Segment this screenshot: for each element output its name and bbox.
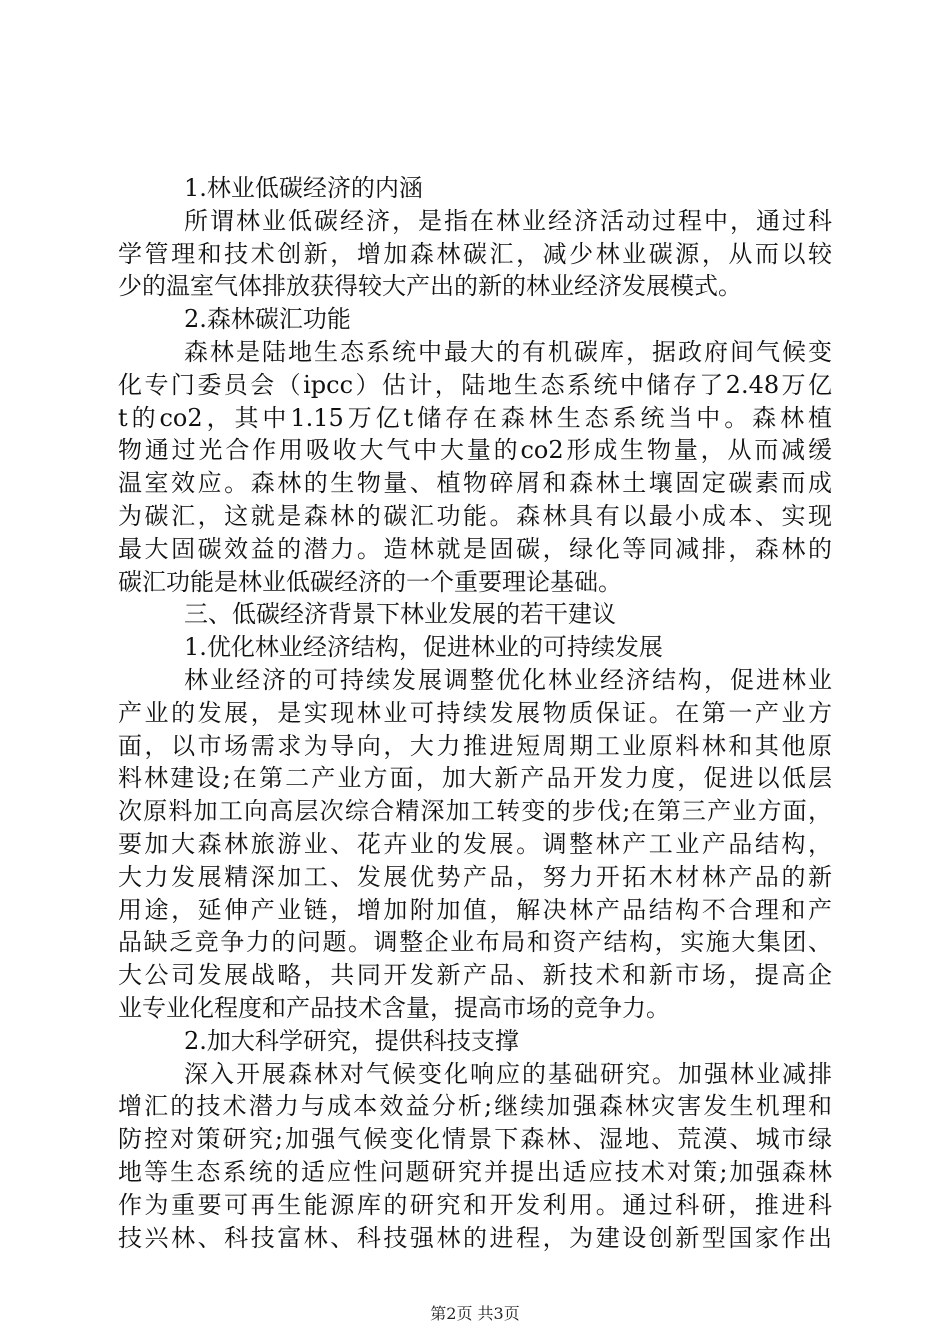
paragraph-line: 料林建设;在第二产业方面，加大新产品开发力度，促进以低层 <box>118 764 832 793</box>
paragraph-line: 面，以市场需求为导向，大力推进短周期工业原料林和其他原 <box>118 731 832 760</box>
paragraph-line: 大公司发展战略，共同开发新产品、新技术和新市场，提高企 <box>118 961 832 990</box>
paragraph-line: 最大固碳效益的潜力。造林就是固碳，绿化等同减排，森林的 <box>118 534 832 563</box>
paragraph-line: 深入开展森林对气候变化响应的基础研究。加强林业减排 <box>184 1059 832 1088</box>
paragraph-line: 作为重要可再生能源库的研究和开发利用。通过科研，推进科 <box>118 1190 832 1219</box>
section-heading: 2.森林碳汇功能 <box>184 305 351 334</box>
paragraph-line: 地等生态系统的适应性问题研究并提出适应技术对策;加强森林 <box>118 1157 832 1186</box>
paragraph-line: 化专门委员会（ipcc）估计，陆地生态系统中储存了2.48万亿 <box>118 370 832 399</box>
page-number-footer: 第2页 共3页 <box>430 1304 520 1323</box>
paragraph-line: 物通过光合作用吸收大气中大量的co2形成生物量，从而减缓 <box>118 436 832 465</box>
paragraph-line: 技兴林、科技富林、科技强林的进程，为建设创新型国家作出 <box>118 1223 832 1252</box>
paragraph-line: 为碳汇，这就是森林的碳汇功能。森林具有以最小成本、实现 <box>118 501 832 530</box>
paragraph-line: 森林是陆地生态系统中最大的有机碳库，据政府间气候变 <box>184 337 832 366</box>
paragraph-line: 学管理和技术创新，增加森林碳汇，减少林业碳源，从而以较 <box>118 239 832 268</box>
paragraph-line: 产业的发展，是实现林业可持续发展物质保证。在第一产业方 <box>118 698 832 727</box>
section-heading: 1.优化林业经济结构，促进林业的可持续发展 <box>184 633 663 662</box>
paragraph-line: 大力发展精深加工、发展优势产品，努力开拓木材林产品的新 <box>118 862 832 891</box>
paragraph-line: 林业经济的可持续发展调整优化林业经济结构，促进林业 <box>184 665 832 694</box>
paragraph-line: 碳汇功能是林业低碳经济的一个重要理论基础。 <box>118 567 622 596</box>
paragraph-line: 业专业化程度和产品技术含量，提高市场的竞争力。 <box>118 993 670 1022</box>
paragraph-line: 品缺乏竞争力的问题。调整企业布局和资产结构，实施大集团、 <box>118 928 832 957</box>
paragraph-line: 增汇的技术潜力与成本效益分析;继续加强森林灾害发生机理和 <box>118 1092 832 1121</box>
paragraph-line: 温室效应。森林的生物量、植物碎屑和森林土壤固定碳素而成 <box>118 469 832 498</box>
paragraph-line: t的co2，其中1.15万亿t储存在森林生态系统当中。森林植 <box>118 403 832 432</box>
paragraph-line: 防控对策研究;加强气候变化情景下森林、湿地、荒漠、城市绿 <box>118 1125 832 1154</box>
section-heading: 三、低碳经济背景下林业发展的若干建议 <box>184 600 616 629</box>
section-heading: 1.林业低碳经济的内涵 <box>184 174 423 202</box>
document-body <box>118 172 832 1254</box>
paragraph-line: 要加大森林旅游业、花卉业的发展。调整林产工业产品结构， <box>118 829 832 858</box>
paragraph-line: 所谓林业低碳经济，是指在林业经济活动过程中，通过科 <box>184 206 832 235</box>
section-heading: 2.加大科学研究，提供科技支撑 <box>184 1026 519 1055</box>
paragraph-line: 次原料加工向高层次综合精深加工转变的步伐;在第三产业方面， <box>118 797 832 826</box>
paragraph-line: 用途，延伸产业链，增加附加值，解决林产品结构不合理和产 <box>118 895 832 924</box>
paragraph-line: 少的温室气体排放获得较大产出的新的林业经济发展模式。 <box>118 272 742 301</box>
